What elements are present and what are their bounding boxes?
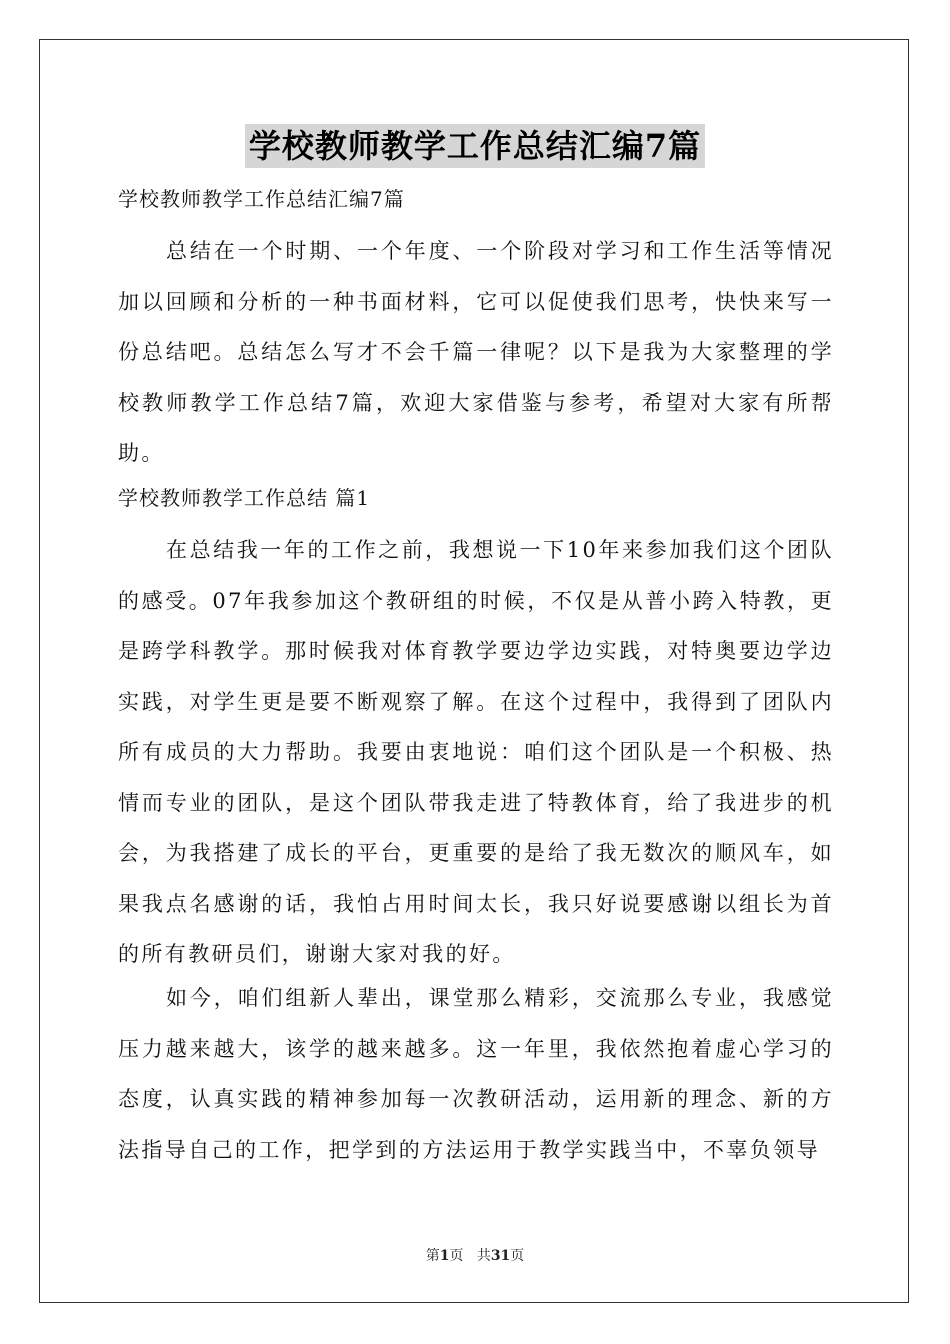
page-footer bbox=[0, 1246, 950, 1266]
page-prefix: 第 bbox=[425, 1248, 440, 1264]
total-suffix: 页 bbox=[510, 1248, 525, 1264]
section-heading: 学校教师教学工作总结 篇1 bbox=[118, 486, 371, 510]
total-pages: 31 bbox=[490, 1248, 511, 1264]
body-paragraph-2: 如今，咱们组新人辈出，课堂那么精彩，交流那么专业，我感觉压力越来越大，该学的越来越多。这一年里，我依然抱着虚心学习的态度，认真实践的精神参加每一次教研活动，运用新的理念、新的方法指导自己的工作，把学到的方法运用于教学实践当中，不辜负领导 bbox=[118, 986, 834, 1162]
total-prefix: 共 bbox=[476, 1248, 491, 1264]
page-suffix: 页 bbox=[449, 1248, 464, 1264]
document-subtitle: 学校教师教学工作总结汇编7篇 bbox=[118, 187, 405, 211]
title-container bbox=[0, 124, 950, 168]
document-title: 学校教师教学工作总结汇编7篇 bbox=[245, 124, 705, 168]
page-number: 1 bbox=[439, 1248, 450, 1264]
intro-paragraph: 总结在一个时期、一个年度、一个阶段对学习和工作生活等情况加以回顾和分析的一种书面材料，它可以促使我们思考，快快来写一份总结吧。总结怎么写才不会千篇一律呢？以下是我为大家整理的学校教师教学工作总结7篇，欢迎大家借鉴与参考，希望对大家有所帮助。 bbox=[118, 239, 834, 465]
body-paragraph-1: 在总结我一年的工作之前，我想说一下10年来参加我们这个团队的感受。07年我参加这个教研组的时候，不仅是从普小跨入特教，更是跨学科教学。那时候我对体育教学要边学边实践，对特奥要边学边实践，对学生更是要不断观察了解。在这个过程中，我得到了团队内所有成员的大力帮助。我要由衷地说：咱们这个团队是一个积极、热情而专业的团队，是这个团队带我走进了特教体育，给了我进步的机会，为我搭建了成长的平台，更重要的是给了我无数次的顺风车，如果我点名感谢的话，我怕占用时间太长，我只好说要感谢以组长为首的所有教研员们，谢谢大家对我的好。 bbox=[118, 538, 834, 966]
